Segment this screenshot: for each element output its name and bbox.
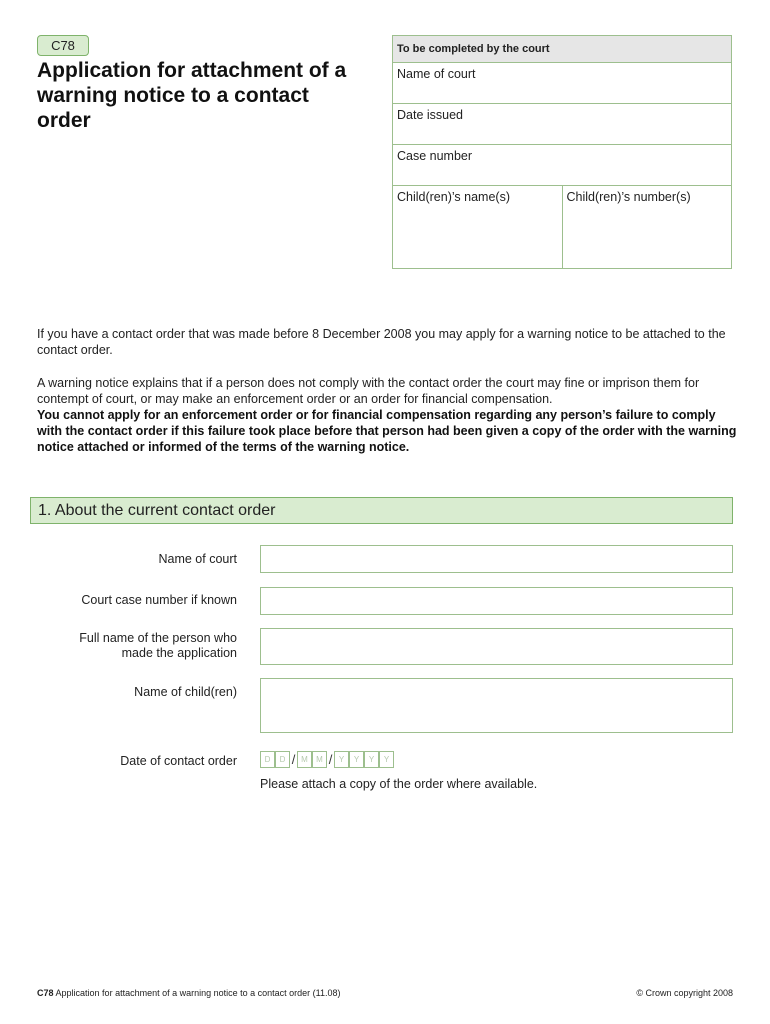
month-digit-1[interactable]: M xyxy=(297,751,312,768)
court-name-cell[interactable] xyxy=(393,63,731,104)
year-digit-4[interactable]: Y xyxy=(379,751,394,768)
day-digit-2[interactable]: D xyxy=(275,751,290,768)
form-title: Application for attachment of a warning notice to a contact order xyxy=(37,59,347,132)
case-number-cell[interactable] xyxy=(393,145,731,186)
date-of-order-label: Date of contact order xyxy=(120,754,237,768)
court-use-box xyxy=(392,35,732,269)
case-number-label: Court case number if known xyxy=(81,593,237,607)
name-of-court-input[interactable] xyxy=(260,545,733,573)
footer-form-reference xyxy=(37,988,341,998)
section-1-heading: 1. About the current contact order xyxy=(30,497,733,524)
date-issued-label: Date issued xyxy=(397,108,464,122)
intro-paragraph-1: If you have a contact order that was made before 8 December 2008 you may apply for a warning notice to be attached to the contact order. xyxy=(37,327,726,357)
date-issued-cell[interactable] xyxy=(393,104,731,145)
children-name-label: Name of child(ren) xyxy=(134,685,237,699)
date-separator: / xyxy=(328,752,333,767)
year-digit-1[interactable]: Y xyxy=(334,751,349,768)
warning-bold-note: You cannot apply for an enforcement order or for financial compensation regarding any person’s failure to comply with the contact order if this failure took place before that person had been given a copy of the order with the warning notice attached or informed of the terms of the warning notice. xyxy=(37,408,737,454)
day-digit-1[interactable]: D xyxy=(260,751,275,768)
footer-form-code: C78 xyxy=(37,988,54,998)
court-box-header: To be completed by the court xyxy=(393,36,731,63)
applicant-name-input[interactable] xyxy=(260,628,733,665)
children-names-label: Child(ren)’s name(s) xyxy=(397,190,510,204)
case-number-label: Case number xyxy=(397,149,473,163)
court-case-number-input[interactable] xyxy=(260,587,733,615)
footer-form-title: Application for attachment of a warning notice to a contact order (11.08) xyxy=(55,988,341,998)
name-of-court-label: Name of court xyxy=(158,552,237,566)
form-code-badge: C78 xyxy=(37,35,89,56)
children-numbers-label: Child(ren)’s number(s) xyxy=(566,190,691,204)
month-digit-2[interactable]: M xyxy=(312,751,327,768)
warning-notice-explanation: A warning notice explains that if a person does not comply with the contact order the court may fine or imprison them for contempt of court, or may make an enforcement order or an order for financial compensation. xyxy=(37,376,700,406)
children-name-input[interactable] xyxy=(260,678,733,733)
children-numbers-cell[interactable] xyxy=(562,186,732,268)
footer-copyright: © Crown copyright 2008 xyxy=(636,988,733,998)
attach-order-note: Please attach a copy of the order where available. xyxy=(260,777,538,791)
intro-paragraph-2 xyxy=(37,375,737,455)
date-separator: / xyxy=(291,752,296,767)
children-row xyxy=(393,186,731,268)
court-name-label: Name of court xyxy=(397,67,476,81)
applicant-name-label: Full name of the person who made the application xyxy=(79,631,237,660)
children-names-cell[interactable] xyxy=(393,186,562,268)
year-digit-2[interactable]: Y xyxy=(349,751,364,768)
year-digit-3[interactable]: Y xyxy=(364,751,379,768)
date-of-order-input[interactable] xyxy=(260,751,394,768)
